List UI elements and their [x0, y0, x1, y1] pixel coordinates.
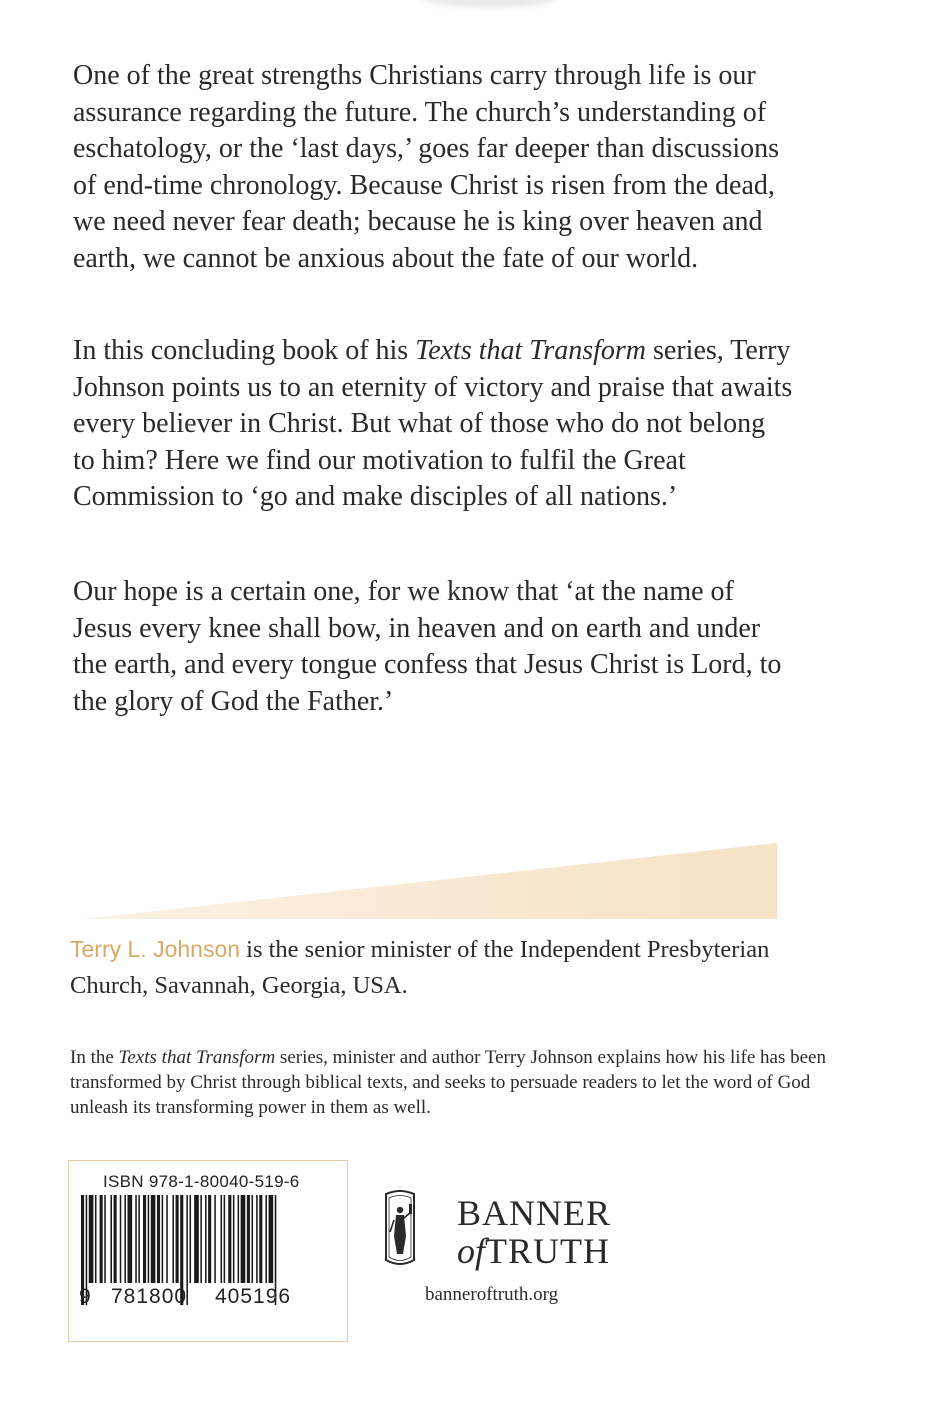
- barcode-bar: [228, 1195, 231, 1283]
- series-title: Texts that Transform: [415, 335, 647, 366]
- barcode-bar: [224, 1195, 226, 1283]
- barcode-bar: [95, 1195, 97, 1283]
- barcode-bar: [128, 1195, 133, 1283]
- barcode-bar: [124, 1195, 126, 1283]
- publisher-line-1: BANNER: [457, 1193, 612, 1233]
- barcode-bar: [205, 1195, 207, 1283]
- series-note-post: series, minister and author Terry Johnson explains how his life has been transformed by Christ through biblical texts, and seeks to persuade readers to let the word of God unleash its transforming power in them as well.: [70, 1047, 826, 1118]
- barcode-bar: [148, 1195, 150, 1283]
- barcode-bar: [265, 1195, 267, 1283]
- barcode-bar: [135, 1195, 137, 1283]
- barcode-bar: [256, 1195, 258, 1283]
- blurb-paragraph-2: [73, 333, 793, 516]
- barcode-bar: [89, 1195, 94, 1283]
- barcode-digits-left: 781800: [111, 1285, 188, 1308]
- barcode-bar: [162, 1195, 164, 1283]
- publisher-of: of: [457, 1231, 486, 1271]
- barcode-bar: [190, 1195, 192, 1283]
- top-edge-shadow: [420, 0, 560, 8]
- author-bio-text: is the senior minister of the Independent Presbyterian Church, Savannah, Georgia, USA.: [70, 936, 770, 999]
- blurb-paragraph-1: One of the great strengths Christians carry through life is our assurance regarding the future. The church’s understanding of eschatology, or the ‘last days,’ goes far deeper than discussions of end-time chronology. Because Christ is risen from the dead, we need never fear death; because he is king over heaven and earth, we cannot be anxious about the fate of our world.: [73, 60, 780, 274]
- barcode-bar: [214, 1195, 216, 1283]
- barcode-bar: [194, 1195, 199, 1283]
- barcode-bar: [238, 1195, 240, 1283]
- series-note: [70, 1045, 860, 1120]
- barcode-bar: [247, 1195, 250, 1283]
- blurb-p2-pre: In this concluding book of his: [73, 335, 416, 366]
- barcode-bar: [208, 1195, 211, 1283]
- barcode-digits-right: 405196: [215, 1285, 292, 1308]
- blurb-p2-post: series, Terry Johnson points us to an eternity of victory and praise that awaits every believer in Christ. But what of those who do not belong to him? Here we find our motivation to fulfil the Great Commission to ‘go and make disciples of all nations.’: [73, 335, 793, 512]
- barcode-box: [68, 1160, 348, 1342]
- series-note-title: Texts that Transform: [118, 1047, 276, 1068]
- decorative-wedge: [82, 843, 777, 919]
- publisher-truth: TRUTH: [485, 1231, 611, 1271]
- barcode-bar: [176, 1195, 179, 1283]
- publisher-name: [457, 1194, 611, 1270]
- barcode-bar: [200, 1195, 202, 1283]
- barcode-bar: [114, 1195, 117, 1283]
- barcode-bar: [104, 1195, 106, 1283]
- publisher-line-2: [457, 1232, 611, 1270]
- author-name: Terry L. Johnson: [70, 936, 241, 962]
- publisher-url: banneroftruth.org: [425, 1284, 559, 1305]
- barcode-bar: [151, 1195, 156, 1283]
- barcode-bar: [166, 1195, 168, 1283]
- barcode-bar: [221, 1195, 223, 1283]
- barcode-bar: [172, 1195, 174, 1283]
- publisher-logo-icon: [380, 1190, 420, 1268]
- barcode-digit-first: 9: [79, 1285, 92, 1308]
- barcode-bar: [252, 1195, 254, 1283]
- barcode-bar: [120, 1195, 122, 1283]
- barcode-bar: [233, 1195, 235, 1283]
- barcode-bar: [241, 1195, 246, 1283]
- barcode-bar: [259, 1195, 262, 1283]
- author-bio: [70, 931, 830, 1004]
- barcode-bar: [143, 1195, 146, 1283]
- isbn-label: ISBN 978-1-80040-519-6: [103, 1172, 300, 1191]
- series-note-pre: In the: [70, 1047, 119, 1068]
- barcode-bar: [269, 1195, 274, 1283]
- barcode-bar: [157, 1195, 160, 1283]
- barcode-bar: [110, 1195, 112, 1283]
- blurb-paragraph-3: Our hope is a certain one, for we know that ‘at the name of Jesus every knee shall bow, in heaven and on earth and under the earth, and every tongue confess that Jesus Christ is Lord, to the glory of God the Father.’: [73, 576, 782, 717]
- barcode-bar: [138, 1195, 140, 1283]
- barcode-bar: [100, 1195, 103, 1283]
